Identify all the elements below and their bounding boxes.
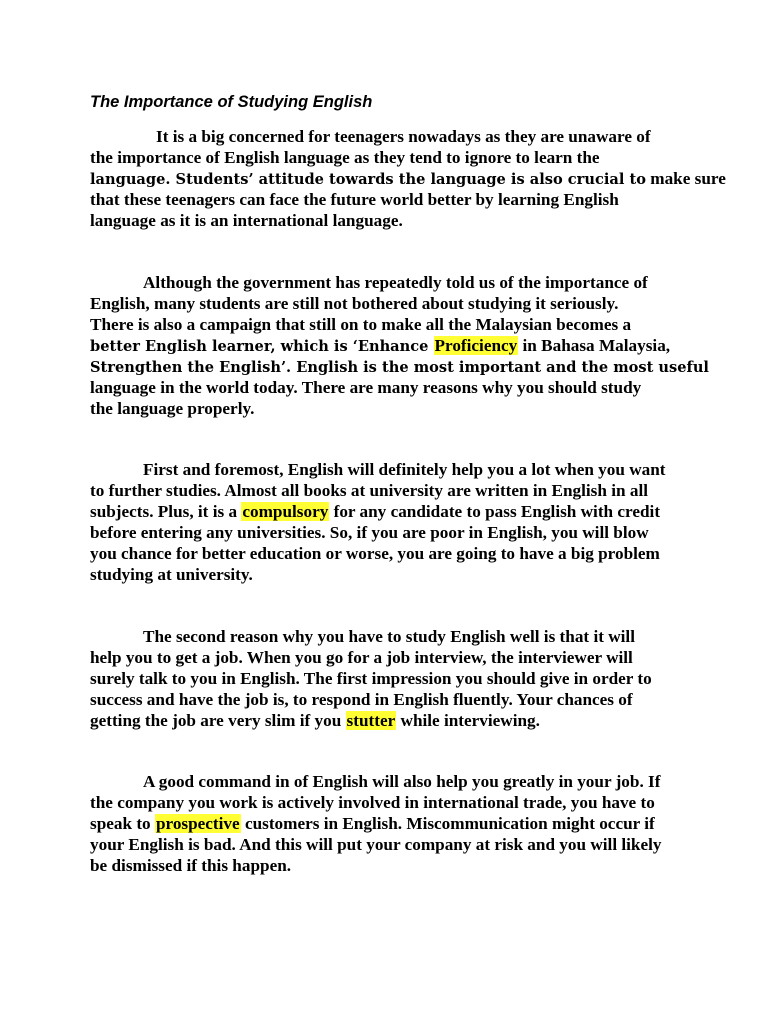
text-segment: in Bahasa Malaysia, <box>518 336 671 355</box>
text-segment: to further studies. Almost all books at university are written in English in all <box>90 481 648 500</box>
text-segment: language. Students’ attitude towards the language is also crucial to <box>90 171 646 188</box>
text-segment: Strengthen the English’. English is the most important and the most useful <box>90 359 709 376</box>
text-line <box>90 647 700 668</box>
text-line <box>90 314 700 335</box>
text-segment: First and foremost, English will definitely help you a lot when you want <box>143 460 666 479</box>
document-title: The Importance of Studying English <box>90 93 373 111</box>
text-line <box>90 626 700 647</box>
text-line <box>90 377 700 398</box>
text-segment: There is also a campaign that still on to make all the Malaysian becomes a <box>90 315 632 334</box>
text-line <box>90 126 700 147</box>
text-line <box>90 792 700 813</box>
text-segment: better English learner, which is ‘Enhance <box>90 338 434 355</box>
text-segment: getting the job are very slim if you <box>90 711 346 730</box>
text-line <box>90 480 700 501</box>
text-line <box>90 293 700 314</box>
highlighted-word: compulsory <box>242 502 329 521</box>
text-segment: before entering any universities. So, if you are poor in English, you will blow <box>90 523 649 542</box>
text-segment: studying at university. <box>90 565 253 584</box>
text-line <box>90 210 700 231</box>
highlighted-word: stutter <box>346 711 396 730</box>
text-segment: It is a big concerned for teenagers nowadays as they are unaware of <box>156 127 651 146</box>
text-line <box>90 501 700 522</box>
text-line <box>90 168 726 189</box>
text-segment: subjects. Plus, it is a <box>90 502 242 521</box>
text-segment: you chance for better education or worse, you are going to have a big problem <box>90 544 660 563</box>
text-line <box>90 459 700 480</box>
text-line <box>90 564 700 585</box>
text-segment: success and have the job is, to respond in English fluently. Your chances of <box>90 690 633 709</box>
text-line <box>90 543 700 564</box>
text-line <box>90 855 700 876</box>
paragraph-3 <box>90 459 700 585</box>
highlighted-word: prospective <box>155 814 240 833</box>
text-line <box>90 689 700 710</box>
text-line <box>90 189 700 210</box>
text-segment: for any candidate to pass English with credit <box>329 502 661 521</box>
text-line <box>90 771 700 792</box>
text-segment: your English is bad. And this will put your company at risk and you will likely <box>90 835 662 854</box>
text-segment: language in the world today. There are many reasons why you should study <box>90 378 642 397</box>
text-segment: Although the government has repeatedly told us of the importance of <box>143 273 648 292</box>
text-segment: the importance of English language as they tend to ignore to learn the <box>90 148 600 167</box>
text-segment: the company you work is actively involved in international trade, you have to <box>90 793 655 812</box>
text-line <box>90 813 700 834</box>
text-line <box>90 710 700 731</box>
text-segment: surely talk to you in English. The first impression you should give in order to <box>90 669 652 688</box>
text-segment: the language properly. <box>90 399 255 418</box>
text-segment: make sure <box>645 169 726 188</box>
text-line <box>90 398 700 419</box>
text-segment: speak to <box>90 814 155 833</box>
text-segment: customers in English. Miscommunication might occur if <box>240 814 655 833</box>
text-line <box>90 834 700 855</box>
text-segment: help you to get a job. When you go for a job interview, the interviewer will <box>90 648 633 667</box>
text-segment: be dismissed if this happen. <box>90 856 292 875</box>
text-segment: while interviewing. <box>396 711 540 730</box>
text-line <box>90 668 700 689</box>
highlighted-word: Proficiency <box>434 336 518 355</box>
text-segment: that these teenagers can face the future world better by learning English <box>90 190 619 209</box>
paragraph-2 <box>90 272 709 419</box>
paragraph-5 <box>90 771 700 876</box>
text-segment: language as it is an international language. <box>90 211 403 230</box>
text-line <box>90 272 700 293</box>
text-line <box>90 522 700 543</box>
text-segment: A good command in of English will also help you greatly in your job. If <box>143 772 661 791</box>
text-segment: The second reason why you have to study English well is that it will <box>143 627 635 646</box>
text-segment: English, many students are still not bothered about studying it seriously. <box>90 294 619 313</box>
text-line <box>90 147 700 168</box>
paragraph-4 <box>90 626 700 731</box>
text-line <box>90 335 700 356</box>
paragraph-1 <box>90 126 726 231</box>
text-line <box>90 356 709 377</box>
